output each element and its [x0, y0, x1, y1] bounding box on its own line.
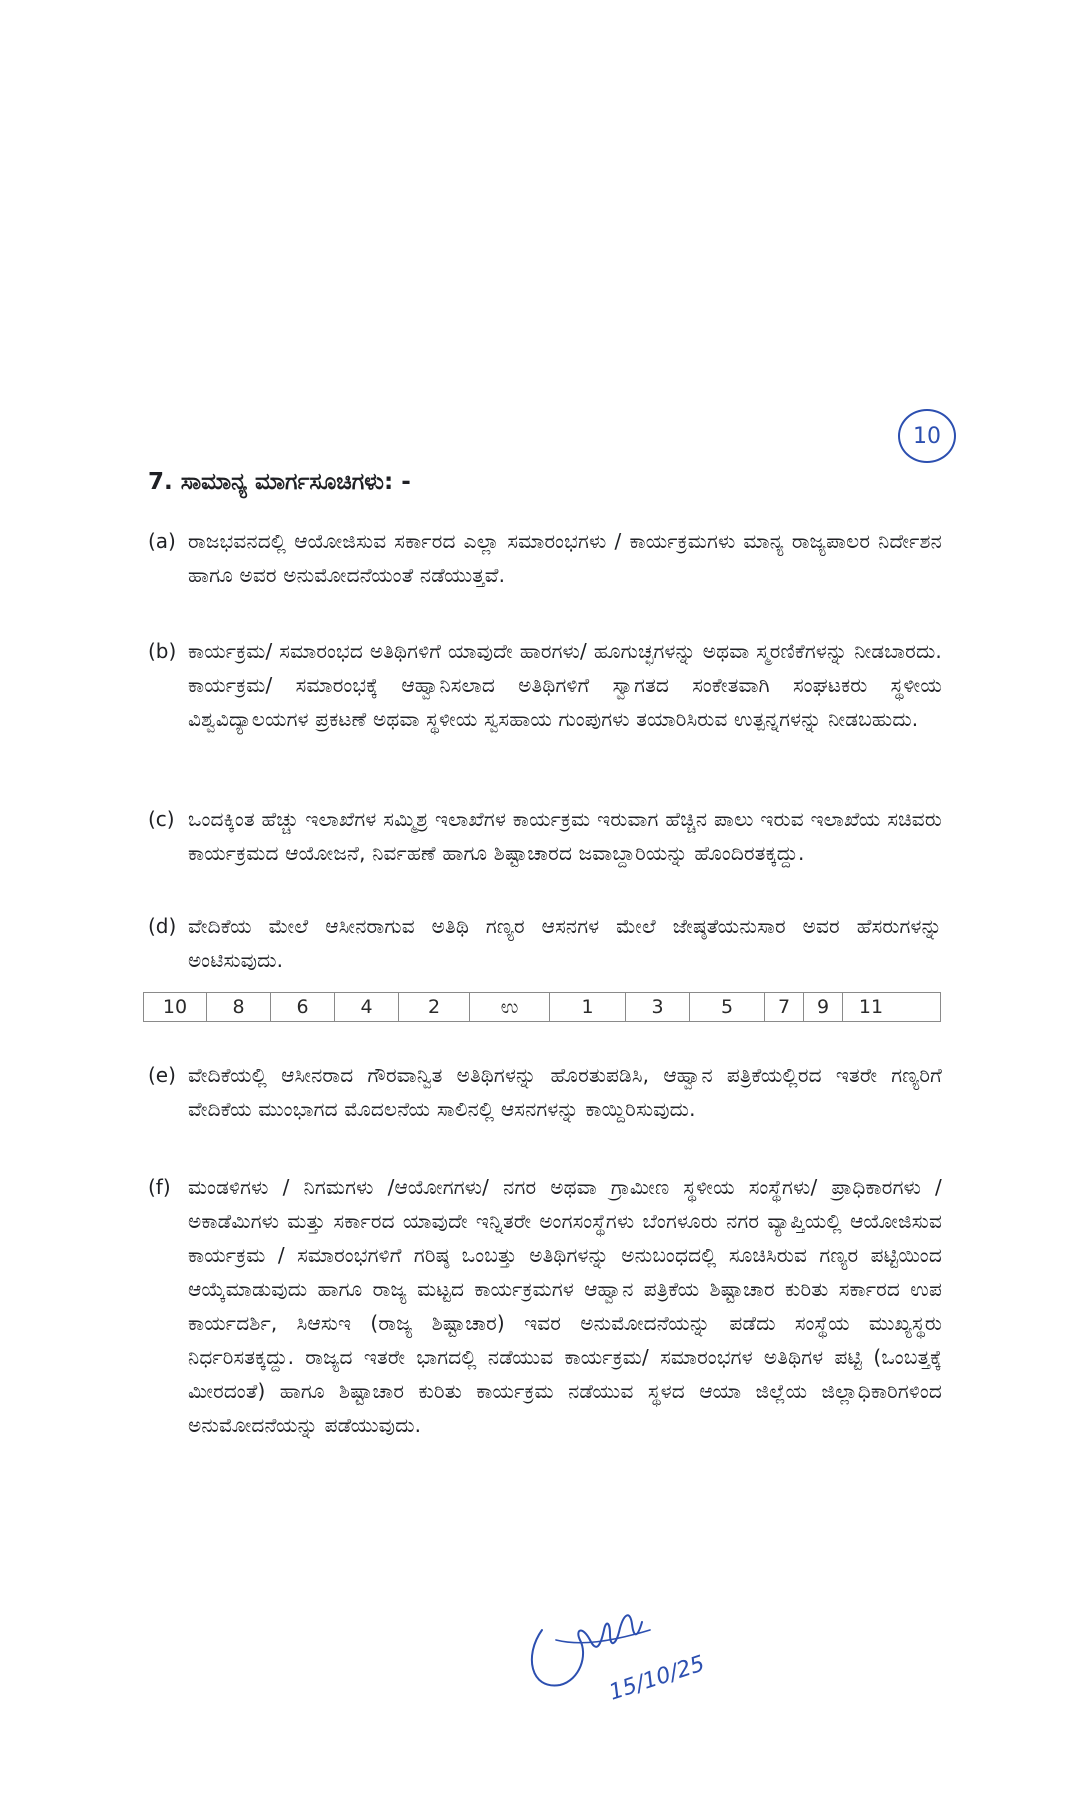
item-label: (b)	[148, 639, 177, 663]
item-label: (c)	[148, 807, 175, 831]
item-e	[148, 1058, 942, 1126]
item-text: ರಾಜಭವನದಲ್ಲಿ ಆಯೋಜಿಸುವ ಸರ್ಕಾರದ ಎಲ್ಲಾ ಸಮಾರಂಭಗಳು / ಕಾರ್ಯಕ್ರಮಗಳು ಮಾನ್ಯ ರಾಜ್ಯಪಾಲರ ನಿರ್ದೇಶನ ಹಾಗೂ ಅವರ ಅನುಮೋದನೆಯಂತೆ ನಡೆಯುತ್ತವೆ.	[188, 529, 942, 587]
item-text: ಕಾರ್ಯಕ್ರಮ/ ಸಮಾರಂಭದ ಅತಿಥಿಗಳಿಗೆ ಯಾವುದೇ ಹಾರಗಳು/ ಹೂಗುಚ್ಛಗಳನ್ನು ಅಥವಾ ಸ್ಮರಣಿಕೆಗಳನ್ನು ನೀಡಬಾರದು. ಕಾರ್ಯಕ್ರಮ/ ಸಮಾರಂಭಕ್ಕೆ ಆಹ್ವಾನಿಸಲಾದ ಅತಿಥಿಗಳಿಗೆ ಸ್ವಾಗತದ ಸಂಕೇತವಾಗಿ ಸಂಘಟಕರು ಸ್ಥಳೀಯ ವಿಶ್ವವಿದ್ಯಾಲಯಗಳ ಪ್ರಕಟಣೆ ಅಥವಾ ಸ್ಥಳೀಯ ಸ್ವಸಹಾಯ ಗುಂಪುಗಳು ತಯಾರಿಸಿರುವ ಉತ್ಪನ್ನಗಳನ್ನು ನೀಡಬಹುದು.	[188, 639, 942, 731]
seat-cell: 7	[765, 993, 804, 1021]
item-text: ಮಂಡಳಿಗಳು / ನಿಗಮಗಳು /ಆಯೋಗಗಳು/ ನಗರ ಅಥವಾ ಗ್ರಾಮೀಣ ಸ್ಥಳೀಯ ಸಂಸ್ಥೆಗಳು/ ಪ್ರಾಧಿಕಾರಗಳು / ಅಕಾಡೆಮಿಗಳು ಮತ್ತು ಸರ್ಕಾರದ ಯಾವುದೇ ಇನ್ನಿತರೇ ಅಂಗಸಂಸ್ಥೆಗಳು ಬೆಂಗಳೂರು ನಗರ ವ್ಯಾಪ್ತಿಯಲ್ಲಿ ಆಯೋಜಿಸುವ ಕಾರ್ಯಕ್ರಮ / ಸಮಾರಂಭಗಳಿಗೆ ಗರಿಷ್ಠ ಒಂಬತ್ತು ಅತಿಥಿಗಳನ್ನು ಅನುಬಂಧದಲ್ಲಿ ಸೂಚಿಸಿರುವ ಗಣ್ಯರ ಪಟ್ಟಿಯಿಂದ ಆಯ್ಕೆಮಾಡುವುದು ಹಾಗೂ ರಾಜ್ಯ ಮಟ್ಟದ ಕಾರ್ಯಕ್ರಮಗಳ ಆಹ್ವಾನ ಪತ್ರಿಕೆಯ ಶಿಷ್ಟಾಚಾರ ಕುರಿತು ಸರ್ಕಾರದ ಉಪ ಕಾರ್ಯದರ್ಶಿ, ಸಿಆಸುಇ (ರಾಜ್ಯ ಶಿಷ್ಟಾಚಾರ) ಇವರ ಅನುಮೋದನೆಯನ್ನು ಪಡೆದು ಸಂಸ್ಥೆಯ ಮುಖ್ಯಸ್ಥರು ನಿರ್ಧರಿಸತಕ್ಕದ್ದು. ರಾಜ್ಯದ ಇತರೇ ಭಾಗದಲ್ಲಿ ನಡೆಯುವ ಕಾರ್ಯಕ್ರಮ/ ಸಮಾರಂಭಗಳ ಅತಿಥಿಗಳ ಪಟ್ಟಿ (ಒಂಬತ್ತಕ್ಕೆ ಮೀರದಂತೆ) ಹಾಗೂ ಶಿಷ್ಟಾಚಾರ ಕುರಿತು ಕಾರ್ಯಕ್ರಮ ನಡೆಯುವ ಸ್ಥಳದ ಆಯಾ ಜಿಲ್ಲೆಯ ಜಿಲ್ಲಾಧಿಕಾರಿಗಳಿಂದ ಅನುಮೋದನೆಯನ್ನು ಪಡೆಯುವುದು.	[188, 1175, 942, 1437]
signature-date: 15/10/25	[606, 1651, 708, 1706]
page-number: 10	[913, 423, 941, 449]
seat-cell: 10	[144, 993, 207, 1021]
seat-cell: 2	[399, 993, 470, 1021]
seating-order-table	[143, 992, 941, 1022]
item-label: (d)	[148, 914, 177, 938]
page-number-circled	[898, 409, 956, 463]
item-text: ವೇದಿಕೆಯಲ್ಲಿ ಆಸೀನರಾದ ಗೌರವಾನ್ವಿತ ಅತಿಥಿಗಳನ್ನು ಹೊರತುಪಡಿಸಿ, ಆಹ್ವಾನ ಪತ್ರಿಕೆಯಲ್ಲಿರದ ಇತರೇ ಗಣ್ಯರಿಗೆ ವೇದಿಕೆಯ ಮುಂಭಾಗದ ಮೊದಲನೆಯ ಸಾಲಿನಲ್ಲಿ ಆಸನಗಳನ್ನು ಕಾಯ್ದಿರಿಸುವುದು.	[188, 1063, 942, 1121]
item-text: ವೇದಿಕೆಯ ಮೇಲೆ ಆಸೀನರಾಗುವ ಅತಿಥಿ ಗಣ್ಯರ ಆಸನಗಳ ಮೇಲೆ ಜೇಷ್ಠತೆಯನುಸಾರ ಅವರ ಹೆಸರುಗಳನ್ನು ಅಂಟಿಸುವುದು.	[188, 914, 942, 972]
handwritten-signature	[520, 1600, 740, 1710]
item-label: (a)	[148, 529, 176, 553]
item-c	[148, 802, 942, 870]
seat-cell: 1	[550, 993, 626, 1021]
item-label: (f)	[148, 1175, 171, 1199]
section-heading	[148, 469, 411, 495]
seat-cell: 6	[271, 993, 335, 1021]
item-b	[148, 634, 942, 736]
item-f	[148, 1170, 942, 1442]
section-number: 7.	[148, 469, 173, 495]
seat-cell-center: ಉ	[470, 993, 550, 1021]
item-a	[148, 524, 942, 592]
item-d	[148, 909, 942, 977]
seat-cell: 3	[626, 993, 690, 1021]
seat-cell: 9	[804, 993, 843, 1021]
seat-cell: 5	[690, 993, 765, 1021]
item-text: ಒಂದಕ್ಕಿಂತ ಹೆಚ್ಚು ಇಲಾಖೆಗಳ ಸಮ್ಮಿಶ್ರ ಇಲಾಖೆಗಳ ಕಾರ್ಯಕ್ರಮ ಇರುವಾಗ ಹೆಚ್ಚಿನ ಪಾಲು ಇರುವ ಇಲಾಖೆಯ ಸಚಿವರು ಕಾರ್ಯಕ್ರಮದ ಆಯೋಜನೆ, ನಿರ್ವಹಣೆ ಹಾಗೂ ಶಿಷ್ಟಾಚಾರದ ಜವಾಬ್ದಾರಿಯನ್ನು ಹೊಂದಿರತಕ್ಕದ್ದು.	[188, 807, 942, 865]
section-title: ಸಾಮಾನ್ಯ ಮಾರ್ಗಸೂಚಿಗಳು: -	[180, 469, 411, 495]
seat-cell: 11	[858, 996, 884, 1018]
item-label: (e)	[148, 1063, 176, 1087]
seat-cell: 4	[335, 993, 399, 1021]
seat-cell: 8	[207, 993, 271, 1021]
